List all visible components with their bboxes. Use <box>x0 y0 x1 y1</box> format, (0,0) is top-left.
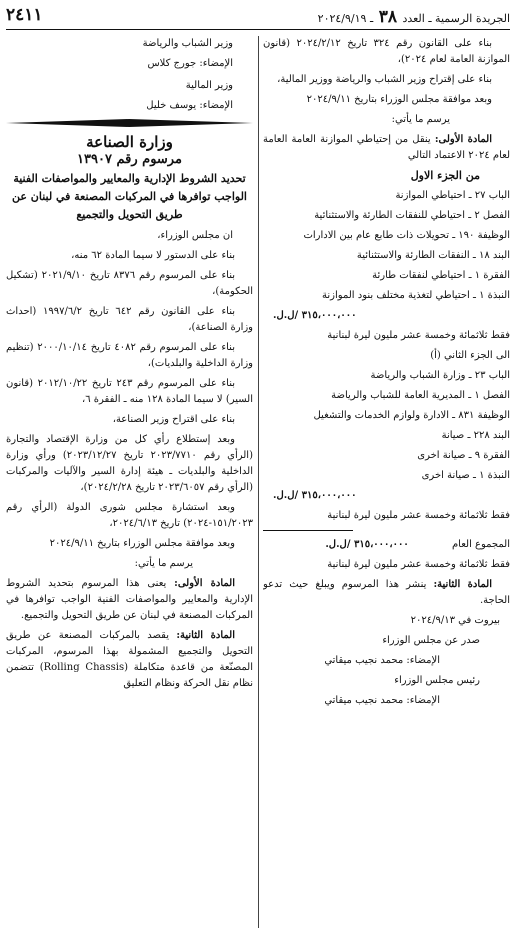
list-item: الفقرة ٩ ـ صيانة اخرى <box>417 450 510 461</box>
amount: ٣١٥،٠٠٠،٠٠٠ /ل.ل. <box>273 490 357 501</box>
list-item: البند ٢٢٨ ـ صيانة <box>441 430 510 441</box>
place-date: بيروت في ٢٠٢٤/٩/١٣ <box>410 615 500 626</box>
list-item: الفصل ١ ـ المديرية العامة للشباب والرياضة <box>331 390 510 401</box>
list-item: الوظيفة ٨٣١ ـ الادارة ولوازم الخدمات والتشغيل <box>313 410 510 421</box>
total-label: المجموع العام <box>451 539 510 550</box>
total-amount: ٣١٥،٠٠٠،٠٠٠ /ل.ل. <box>325 539 409 550</box>
opening-line: ان مجلس الوزراء، <box>157 230 233 241</box>
issued-by: صدر عن مجلس الوزراء <box>382 635 480 646</box>
page-number: ٢٤١١ <box>6 5 43 25</box>
article-1 <box>6 576 253 624</box>
paragraph: بناء على القانون رقم ٦٤٢ تاريخ ١٩٩٧/٦/٢ (احداث وزارة الصناعة)، <box>6 306 253 333</box>
part-1-title: من الجزء الاول <box>410 169 480 182</box>
minister-title: وزير المالية <box>185 80 233 91</box>
paragraph: وبعد موافقة مجلس الوزراء بتاريخ ٢٠٢٤/٩/١١ <box>49 538 235 549</box>
minister-title: وزير الشباب والرياضة <box>142 38 233 49</box>
signature: الإمضاء: محمد نجيب ميقاتي <box>324 695 440 706</box>
list-item: النبذة ١ ـ صيانة اخرى <box>421 470 510 481</box>
signature: الإمضاء: جورج كلاس <box>147 58 233 69</box>
decree-number: مرسوم رقم ١٣٩٠٧ <box>77 152 182 167</box>
list-item: الباب ٢٣ ـ وزارة الشباب والرياضة <box>370 370 510 381</box>
ministry-name: وزارة الصناعة <box>86 133 173 151</box>
issue-date: ـ ٢٠٢٤/٩/١٩ <box>317 12 374 25</box>
section-ornament-icon <box>6 118 253 128</box>
column-divider <box>258 36 259 928</box>
paragraph: وبعد إستطلاع رأي كل من وزارة الإقتصاد والتجارة (الرأي رقم ٢٠٢٣/٧٧١٠ تاريخ ٢٠٢٣/١٢/٢٧) ورأي وزارة الداخلية والبلديات ـ هيئة إدارة السير والآليات والمركبات (الرأي رقم ٢٠٢٣/٦٠٥٧ تاريخ ٢٠٢٤/٢/٢٨)، <box>6 434 253 493</box>
total-rule <box>263 530 353 531</box>
article-label: المادة الأولى: <box>434 134 492 145</box>
paragraph: بناء على القانون رقم ٣٢٤ تاريخ ٢٠٢٤/٢/١٢ (قانون الموازنة العامة لعام ٢٠٢٤)، <box>263 38 510 65</box>
part-2-title: الى الجزء الثاني (أ) <box>430 350 510 361</box>
paragraph: وبعد موافقة مجلس الوزراء بتاريخ ٢٠٢٤/٩/١١ <box>306 94 492 105</box>
signature: الإمضاء: يوسف خليل <box>146 100 233 111</box>
article-label: المادة الثانية: <box>176 630 235 641</box>
list-item: الفصل ٢ ـ احتياطي للنفقات الطارئة والاستثنائية <box>314 210 510 221</box>
amount-words: فقط ثلاثمائة وخمسة عشر مليون ليرة لبنانية <box>327 510 510 521</box>
pm-title: رئيس مجلس الوزراء <box>394 675 480 686</box>
list-item: الوظيفة ١٩٠ ـ تحويلات ذات طابع عام بين الادارات <box>303 230 510 241</box>
article-text: يعنى هذا المرسوم بتحديد الشروط الإدارية والمعايير والمواصفات الفنية الواجب توافرها في المركبات المصنعة في لبنان عن طريق التحويل والتجميع. <box>6 578 253 621</box>
gazette-title: الجريدة الرسمية ـ العدد <box>402 12 510 25</box>
signature: الإمضاء: محمد نجيب ميقاتي <box>324 655 440 666</box>
paragraph: بناء على اقتراح وزير الصناعة، <box>112 414 235 425</box>
paragraph: بناء على المرسوم رقم ٢٤٣ تاريخ ٢٠١٢/١٠/٢٢ (قانون السير) لا سيما المادة ١٢٨ منه ـ الفقرة ٦، <box>6 378 253 405</box>
paragraph: بناء على الدستور لا سيما المادة ٦٢ منه، <box>71 250 235 261</box>
page-header <box>6 4 510 30</box>
running-title <box>318 9 510 27</box>
right-column <box>263 36 510 930</box>
article-1 <box>263 132 510 164</box>
decrees-line: يرسم ما يأتي: <box>134 558 193 569</box>
article-2 <box>263 577 510 609</box>
list-item: الفقرة ١ ـ احتياطي لنفقات طارئة <box>372 270 510 281</box>
total-words: فقط ثلاثمائة وخمسة عشر مليون ليرة لبنانية <box>327 559 510 570</box>
decrees-line: يرسم ما يأتي: <box>391 114 450 125</box>
amount: ٣١٥،٠٠٠،٠٠٠ /ل.ل. <box>273 310 357 321</box>
decree-title: تحديد الشروط الإدارية والمعايير والمواصفات الفنية الواجب توافرها في المركبات المصنعة في لبنان عن طريق التحويل والتجميع <box>12 172 247 221</box>
amount-words: فقط ثلاثمائة وخمسة عشر مليون ليرة لبنانية <box>327 330 510 341</box>
article-label: المادة الأولى: <box>174 578 235 589</box>
article-text: ينقل من إحتياطي الموازنة العامة العامة لعام ٢٠٢٤ الاعتماد التالي <box>263 134 510 161</box>
paragraph: بناء على المرسوم رقم ٤٠٨٢ تاريخ ٢٠٠٠/١٠/١٤ (تنظيم وزارة الداخلية والبلديات)، <box>6 342 253 369</box>
list-item: النبذة ١ ـ احتياطي لتغذية مختلف بنود الموازنة <box>322 290 510 301</box>
list-item: البند ١٨ ـ النفقات الطارئة والاستثنائية <box>356 250 510 261</box>
total-line <box>263 537 510 553</box>
paragraph: بناء على المرسوم رقم ٨٣٧٦ تاريخ ٢٠٢١/٩/١٠ (تشكيل الحكومة)، <box>6 270 253 297</box>
paragraph: وبعد استشارة مجلس شورى الدولة (الرأي رقم ١٥١/٢٠٢٣-٢٠٢٤) تاريخ ٢٠٢٤/٦/١٣، <box>6 502 253 529</box>
article-text: يقصد بالمركبات المصنعة عن طريق التحويل والتجميع المشمولة بهذا المرسوم، المركبات المصنّعة من قاعدة متكاملة (Rolling Chassis) تتضمن نظام نقل الحركة ونظام التعليق <box>6 630 253 689</box>
issue-number: ٣٨ <box>378 7 397 27</box>
paragraph: بناء على إقتراح وزير الشباب والرياضة ووزير المالية، <box>277 74 492 85</box>
list-item: الباب ٢٧ ـ احتياطي الموازنة <box>395 190 510 201</box>
article-text: ينشر هذا المرسوم ويبلغ حيث تدعو الحاجة. <box>263 579 510 606</box>
article-label: المادة الثانية: <box>433 579 492 590</box>
article-2 <box>6 628 253 692</box>
left-column <box>6 36 253 930</box>
